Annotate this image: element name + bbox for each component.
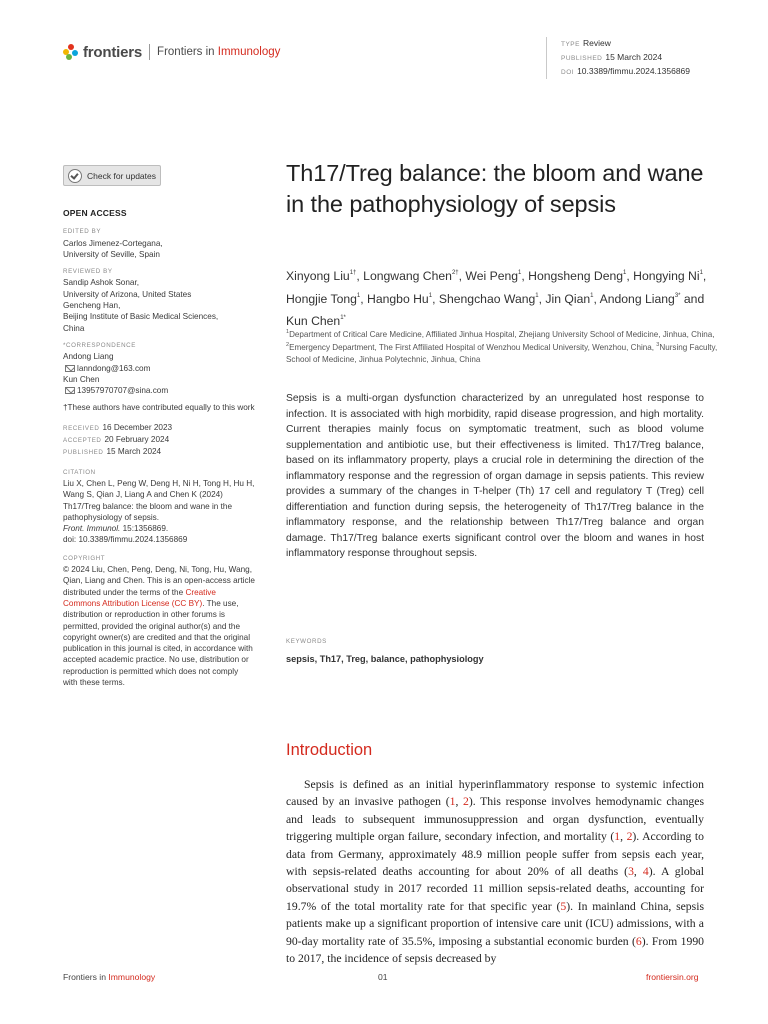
article-type: Review [582, 38, 611, 48]
reference-link[interactable]: 5 [560, 899, 567, 913]
author-affiliation-mark: 1† [349, 270, 357, 276]
author-name[interactable]: Jin Qian [545, 291, 591, 306]
page-number: 01 [378, 972, 388, 982]
affiliation-mark: 1 [286, 329, 290, 335]
received-date: RECEIVED 16 December 2023 [63, 422, 173, 432]
reference-link[interactable]: 2 [626, 830, 633, 844]
author-affiliation-mark: 1 [535, 292, 539, 299]
reference-link[interactable]: 6 [635, 934, 642, 948]
author-affiliation-mark: 1 [518, 270, 522, 276]
sidebar-info: OPEN ACCESS EDITED BY Carlos Jimenez-Cortegana, University of Seville, Spain REVIEWED BY Sandip Ashok Sonar, University of Arizona, United States Gencheng Han, Beijing Institute of Basic Medical Sciences, China *CORRESPONDENCE Andong Liang lanndong@163.com Kun Chen 13957970707@sina.com †These authors have contributed equally to this work RECEIVED 16 December 2023 ACCEPTED 20 February 2024 PUBLISHED 15 March 2024 CITATION Liu X, Chen L, Peng W, Deng H, Ni H, Tong H, Hu H, Wang S, Qian J, Liang A and Chen K (2024) Th17/Treg balance: the bloom and wane in the pathophysiology of sepsis. Front. Immunol. 15:1356869. doi: 10.3389/fimmu.2024.1356869 COPYRIGHT © 2024 Liu, Chen, Peng, Deng, Ni, Tong, Hu, Wang, Qian, Liang and Chen. This is an open-access article distributed under the terms of the Creative Commons Attribution License (CC BY). The use, distribution or reproduction in other forums is permitted, provided the original author(s) and the copyright owner(s) are credited and that the original publication in this journal is cited, in accordance with accepted academic practice. No use, distribution or reproduction is permitted which does not comply with these terms. [63, 208, 255, 687]
reviewers: Sandip Ashok Sonar, University of Arizona, United States Gencheng Han, Beijing Institute of Basic Medical Sciences, China [63, 278, 219, 333]
introduction-body: Sepsis is defined as an initial hyperinflammatory response to systemic infection caused by an invasive pathogen (1, 2). This response involves hemodynamic changes and leads to subsequent immunosuppression and organ dysfunction, eventually triggering multiple organ failure, secondary infection, and mortality (1, 2). According to data from Germany, approximately 48.9 million people suffer from sepsis each year, with sepsis-related deaths accounting for about 20% of all deaths (3, 4). A global observational study in 2017 recorded 11 million sepsis-related deaths, accounting for 19.7% of the total mortality rate for that specific year (5). In mainland China, sepsis patients make up a significant proportion of intensive care unit (ICU) admissions, with a 90-day mortality rate of 35.5%, imposing a substantial economic burden (6). From 1990 to 2017, the incidence of sepsis decreased by [286, 778, 705, 966]
frontiers-logo[interactable] [63, 42, 280, 62]
editor: Carlos Jimenez-Cortegana, University of Seville, Spain [63, 238, 163, 259]
header-divider [149, 44, 150, 60]
affiliations [286, 327, 726, 365]
license-link[interactable]: Creative Commons Attribution License (CC BY) [63, 587, 216, 608]
author-name[interactable]: Kun Chen [286, 314, 341, 328]
author-name[interactable]: Wei Peng [465, 269, 519, 283]
journal-name[interactable]: Frontiers in Immunology [157, 46, 281, 58]
reference-link[interactable]: 4 [642, 865, 649, 879]
publish-date: 15 March 2024 [605, 52, 663, 62]
author-name[interactable]: Xinyong Liu [286, 269, 350, 283]
author-name[interactable]: Shengchao Wang [438, 291, 536, 306]
author-name[interactable]: Hongying Ni [633, 269, 700, 283]
author-name[interactable]: Hongjie Tong [286, 291, 357, 306]
accepted-date: ACCEPTED 20 February 2024 [63, 435, 170, 445]
reference-link[interactable]: 1 [614, 830, 621, 844]
doi-link[interactable]: 10.3389/fimmu.2024.1356869 [577, 66, 691, 76]
article-meta: TYPE Review PUBLISHED 15 March 2024 DOI 10.3389/fimmu.2024.1356869 [546, 37, 690, 79]
affiliation-text: Emergency Department, The First Affiliated Hospital of Wenzhou Medical University, Wenzhou, China, [289, 343, 657, 353]
reference-link[interactable]: 1 [449, 795, 456, 809]
author-affiliation-mark: 1* [340, 315, 346, 321]
author-name[interactable]: Hangbo Hu [367, 291, 429, 306]
author-affiliation-mark: 3* [674, 292, 681, 299]
copyright: © 2024 Liu, Chen, Peng, Deng, Ni, Tong, Hu, Wang, Qian, Liang and Chen. This is an open-access article distributed under the terms of the Creative Commons Attribution License (CC BY). The use, distribution or reproduction in other forums is permitted, provided the original author(s) and the copyright owner(s) are credited and that the original publication in this journal is cited, in accordance with accepted academic practice. No use, distribution or reproduction is permitted which does not comply with these terms. [63, 565, 255, 687]
email-link[interactable]: lanndong@163.com [77, 363, 151, 373]
author-name[interactable]: Longwang Chen [363, 269, 452, 283]
keywords-label: KEYWORDS [286, 638, 327, 645]
brand-name: frontiers [83, 43, 143, 61]
reference-link[interactable]: 3 [628, 865, 634, 879]
author-affiliation-mark: 1 [590, 292, 594, 299]
email-icon [65, 365, 75, 372]
affiliation-mark: 2 [286, 342, 290, 349]
author-affiliation-mark: 1 [356, 292, 361, 299]
author-affiliation-mark: 1 [623, 270, 627, 276]
author-name[interactable]: Hongsheng Deng [528, 269, 624, 283]
email-icon [65, 387, 75, 394]
email-link[interactable]: 13957970707@sina.com [77, 386, 169, 396]
equal-contribution-note: †These authors have contributed equally to this work [63, 403, 255, 413]
frontiers-logo-icon [63, 44, 79, 60]
published-date: PUBLISHED 15 March 2024 [63, 447, 162, 457]
correspondence: Andong Liang lanndong@163.com Kun Chen 13957970707@sina.com [63, 352, 169, 396]
footer-site-link[interactable]: frontiersin.org [646, 972, 699, 982]
author-affiliation-mark: 2† [451, 270, 459, 276]
check-updates-icon [68, 169, 82, 183]
abstract: Sepsis is a multi-organ dysfunction characterized by an unregulated host response to infection. It is associated with high morbidity, rapid disease progression, and high mortality. Current therapies mainly focus on symptomatic treatment, such as blood volume supplementation and antibiotic use, but their effectiveness is limited. Th17/Treg balance, based on its inflammatory property, plays a crucial role in determining the direction of the inflammatory response and the regression of organ damage in sepsis patients. This review provides a summary of the changes in T-helper (Th) 17 cell and regulatory T (Treg) cell differentiation and function during sepsis, the heterogeneity of Th17/Treg balance in the inflammatory response, and the relationship between Th17/Treg balance and organ damage. Th17/Treg balance exerts significant control over the bloom and wanes in host inflammatory response throughout sepsis. [286, 393, 704, 559]
article-title: Th17/Treg balance: the bloom and wane in the pathophysiology of sepsis [286, 160, 704, 217]
affiliation-text: Department of Critical Care Medicine, Affiliated Jinhua Hospital, Zhejiang University School of Medicine, Jinhua, China, [289, 330, 715, 339]
affiliation-text: Nursing Faculty, School of Medicine, Jinhua Polytechnic, Jinhua, China [286, 343, 718, 364]
keywords: sepsis, Th17, Treg, balance, pathophysiology [286, 654, 484, 664]
open-access-label: OPEN ACCESS [63, 208, 127, 218]
citation-doi: doi: 10.3389/fimmu.2024.1356869 [63, 535, 188, 545]
section-heading-introduction: Introduction [286, 741, 373, 759]
author-affiliation-mark: 1 [699, 270, 703, 276]
footer-journal: Frontiers in Immunology [63, 972, 156, 982]
affiliation-mark: 3 [656, 342, 660, 349]
reference-link[interactable]: 2 [463, 795, 469, 809]
author-list: Xinyong Liu$^{1\dagger}$, Longwang Chen$^{2\dagger}$, Wei Peng$^1$, Hongsheng Deng$^1$, Hongying Ni$^1$, Hongjie Tong$^1$, Hangbo Hu$^1$, Shengchao Wang$^1$, Jin Qian$^1$, Andong Liang$^{3*}$ and Kun Chen$^{1*}$ [286, 269, 707, 328]
citation: Liu X, Chen L, Peng W, Deng H, Ni H, Tong H, Hu H, Wang S, Qian J, Liang A and Chen K (2024) Th17/Treg balance: the bloom and wane in the pathophysiology of sepsis. Front. Immunol. 15:1356869. doi: 10.3389/fimmu.2024.1356869 [63, 478, 255, 545]
check-for-updates-button[interactable]: Check for updates [63, 165, 161, 186]
author-name[interactable]: Andong Liang [599, 291, 675, 306]
author-affiliation-mark: 1 [428, 292, 433, 299]
